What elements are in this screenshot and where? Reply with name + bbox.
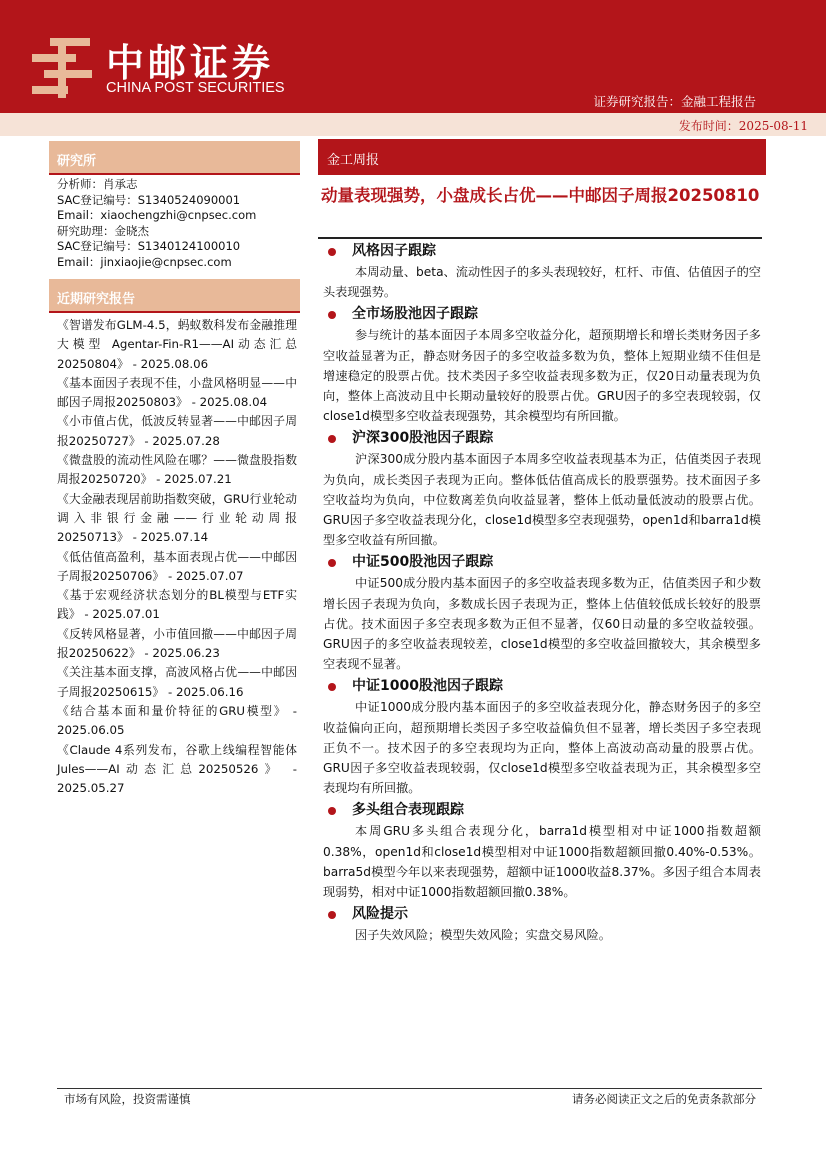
bullet-icon bbox=[328, 683, 336, 691]
section-heading-text: 风格因子跟踪 bbox=[352, 243, 436, 259]
institute-header bbox=[49, 141, 300, 175]
bullet-icon bbox=[328, 248, 336, 256]
section-heading-text: 多头组合表现跟踪 bbox=[352, 802, 464, 819]
recent-report-item[interactable]: 《小市值占优，低波反转显著——中邮因子周报20250727》 - 2025.07.28 bbox=[57, 414, 297, 448]
china-post-logo-icon bbox=[28, 34, 96, 102]
section-heading bbox=[321, 428, 761, 449]
recent-report-item[interactable]: 《低估值高盈利，基本面表现占优——中邮因子周报20250706》 - 2025.07.07 bbox=[57, 549, 297, 583]
bullet-icon bbox=[328, 559, 336, 567]
recent-report-item[interactable]: 《反转风格显著，小市值回撤——中邮因子周报20250622》 - 2025.06.23 bbox=[57, 626, 297, 661]
footer-divider bbox=[57, 1088, 762, 1089]
recent-report-item[interactable]: 《智谱发布GLM-4.5，蚂蚁数科发布金融推理大模型 Agentar-Fin-R1——AI动态汇总20250804》 - 2025.08.06 bbox=[57, 318, 297, 371]
assistant-sac: SAC登记编号：S1340124100010 bbox=[57, 239, 241, 253]
analyst-sac: SAC登记编号：S1340524090001 bbox=[57, 192, 241, 207]
section-heading bbox=[321, 800, 761, 821]
section-heading-text: 风险提示 bbox=[352, 906, 408, 923]
section-body: 沪深300成分股内基本面因子本周多空收益表现基本为正，估值类因子表现为负向，成长类因子表现为正向。整体低估值高成长的股票强势。技术面因子多空收益均为负向，中位数离差负向收益显著，整体上低动量低波动的股票占优。GRU因子多空收益表现分化，close1d模型多空表现强势，open1d和barra1d模型多空收益有所回撤。 bbox=[323, 452, 761, 548]
section-body: 参与统计的基本面因子本周多空收益分化，超预期增长和增长类财务因子多空收益显著为正，静态财务因子的多空收益多数为负，整体上短期业绩不佳但是增速稳定的股票占优。技术类因子多空收益表现多数为正，仅20日动量表现为负向，整体上高波动且中长期动量较好的股票占优。GRU因子的多空表现较弱，仅close1d模型多空收益表现强势，其余模型均有所回撤。 bbox=[323, 328, 761, 424]
recent-report-item[interactable]: 《大金融表现居前助指数突破，GRU行业轮动调入非银行金融——行业轮动周报20250713》 - 2025.07.14 bbox=[57, 491, 297, 545]
section-label-bar bbox=[318, 139, 766, 175]
assistant-email[interactable]: Email：jinxiaojie@cnpsec.com bbox=[57, 254, 232, 269]
section-heading-text: 全市场股池因子跟踪 bbox=[352, 306, 478, 323]
section-body: 中证1000成分股内基本面因子的多空收益表现分化，静态财务因子的多空收益偏向正向，超预期增长类因子多空收益偏负但不显著，增长类因子多空表现正负不一。技术因子的多空表现均为正向，整体上高波动高动量的股票占优。GRU因子多空收益表现较弱，仅close1d模型多空收益表现为正，其余模型多空表现均有所回撤。 bbox=[323, 700, 761, 796]
logo-en-text: CHINA POST SECURITIES bbox=[106, 80, 285, 96]
assistant-name: 研究助理：金晓杰 bbox=[57, 223, 149, 238]
recent-reports-header bbox=[49, 279, 300, 313]
recent-reports-label: 近期研究报告 bbox=[57, 292, 136, 307]
section-heading bbox=[321, 304, 761, 325]
recent-report-item[interactable]: 《基本面因子表现不佳，小盘风格明显——中邮因子周报20250803》 - 2025.08.04 bbox=[57, 375, 297, 410]
recent-report-item[interactable]: 《关注基本面支撑，高波风格占优——中邮因子周报20250615》 - 2025.06.16 bbox=[57, 665, 297, 699]
section-heading bbox=[321, 552, 761, 573]
recent-reports-list bbox=[57, 316, 297, 798]
bullet-icon bbox=[328, 911, 336, 919]
section-body: 因子失效风险；模型失效风险；实盘交易风险。 bbox=[355, 928, 611, 943]
bullet-icon bbox=[328, 435, 336, 443]
section-body: 中证500成分股内基本面因子的多空收益表现多数为正，估值类因子和少数增长因子表现为负向，多数成长因子表现为正，整体上估值较低成长较好的股票占优。技术面因子多空表现多数为正但不显著，仅60日动量的多空收益较强。GRU因子的多空收益表现较差，close1d模型的多空收益回撤较大，其余模型多空表现不显著。 bbox=[323, 576, 761, 672]
analyst-info bbox=[57, 177, 302, 270]
logo-cn-text: 中邮证券 bbox=[106, 41, 275, 85]
report-content bbox=[321, 239, 761, 945]
recent-report-item[interactable]: 《Claude 4系列发布，谷歌上线编程智能体 Jules——AI动态汇总20250526》 - 2025.05.27 bbox=[57, 742, 297, 796]
section-label: 金工周报 bbox=[327, 153, 380, 168]
section-heading bbox=[321, 904, 761, 925]
recent-report-item[interactable]: 《结合基本面和量价特征的GRU模型》 - 2025.06.05 bbox=[57, 703, 297, 738]
section-heading bbox=[321, 676, 761, 697]
section-body: 本周动量、beta、流动性因子的多头表现较好，杠杆、市值、估值因子的空头表现强势。 bbox=[323, 265, 761, 300]
bullet-icon bbox=[328, 807, 336, 815]
analyst-email[interactable]: Email：xiaochengzhi@cnpsec.com bbox=[57, 208, 257, 222]
section-heading-text: 中证500股池因子跟踪 bbox=[352, 554, 494, 571]
recent-report-item[interactable]: 《基于宏观经济状态划分的BL模型与ETF实践》 - 2025.07.01 bbox=[57, 588, 297, 622]
section-heading-text: 中证1000股池因子跟踪 bbox=[352, 678, 503, 695]
section-heading bbox=[321, 241, 761, 262]
bullet-icon bbox=[328, 311, 336, 319]
footer-disclaimer-note: 请务必阅读正文之后的免责条款部分 bbox=[572, 1092, 756, 1106]
section-body: 本周GRU多头组合表现分化，barra1d模型相对中证1000指数超额0.38%，open1d和close1d模型相对中证1000指数超额回撤0.40%-0.53%。barra5d模型今年以来表现强势，超额中证1000收益8.37%。多因子组合本周表现弱势，相对中证1000指数超额回撤0.38%。 bbox=[323, 824, 761, 900]
section-heading-text: 沪深300股池因子跟踪 bbox=[352, 430, 494, 447]
analyst-name: 分析师：肖承志 bbox=[57, 177, 138, 191]
publish-date: 发布时间：2025-08-11 bbox=[678, 119, 808, 133]
report-title: 动量表现强势，小盘成长占优——中邮因子周报20250810 bbox=[321, 186, 760, 205]
report-type: 证券研究报告：金融工程报告 bbox=[593, 94, 756, 109]
recent-report-item[interactable]: 《微盘股的流动性风险在哪？——微盘股指数周报20250720》 - 2025.07.21 bbox=[57, 453, 297, 487]
institute-label: 研究所 bbox=[57, 154, 97, 169]
footer-risk-note: 市场有风险，投资需谨慎 bbox=[64, 1092, 191, 1106]
